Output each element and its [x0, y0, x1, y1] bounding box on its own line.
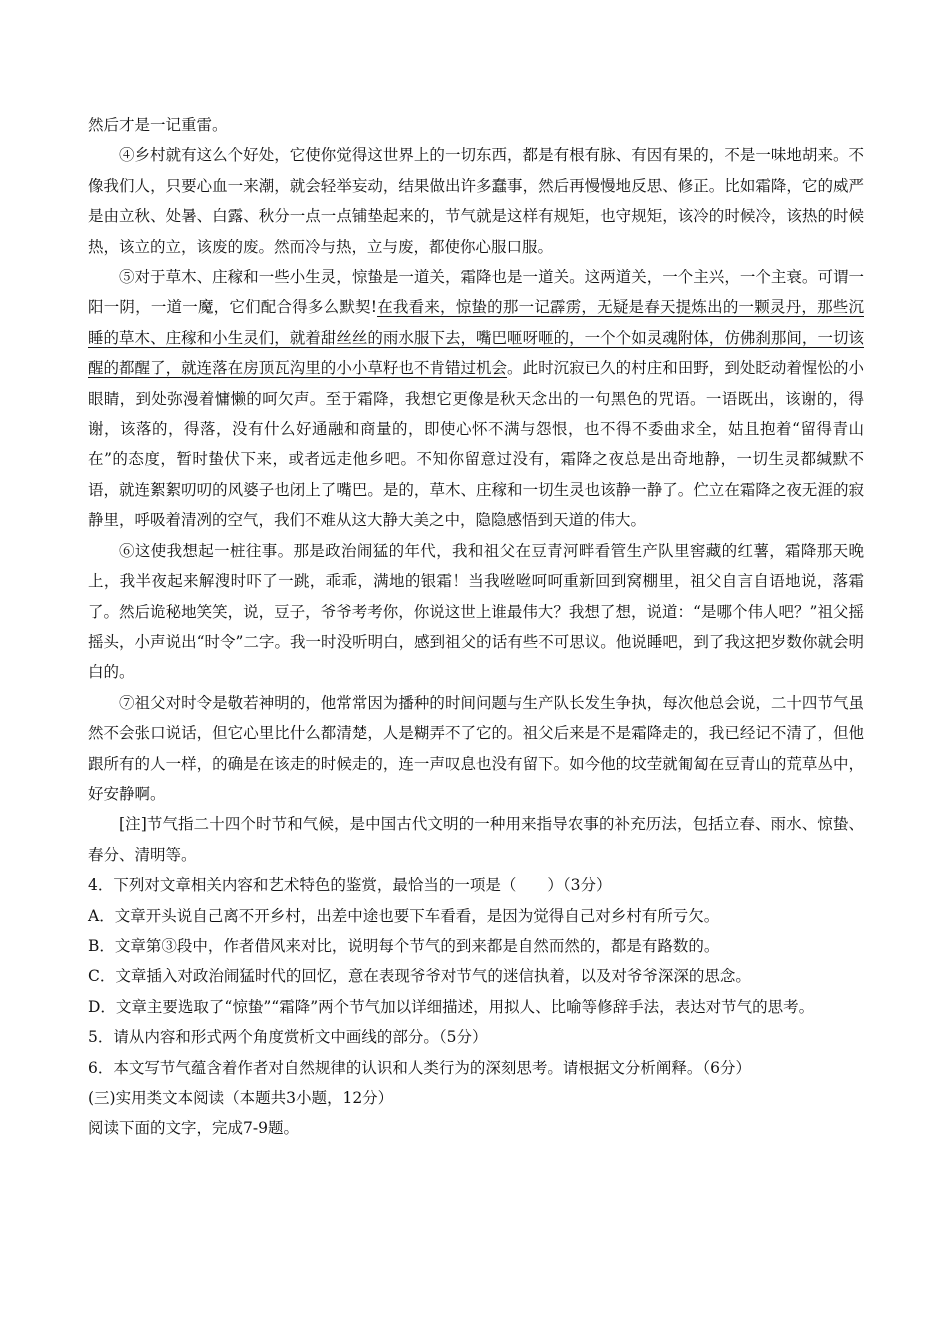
paragraph-6: ⑥这使我想起一桩往事。那是政治闹猛的年代，我和祖父在豆青河畔看管生产队里窖藏的红薯，霜降那天晚上，我半夜起来解溲时吓了一跳，乖乖，满地的银霜！当我咝咝呵呵重新回到窝棚里，祖父自言自语地说，落霜了。然后诡秘地笑笑，说，豆子，爷爷考考你，你说这世上谁最伟大？我想了想，说道：“是哪个伟人吧？”祖父摇摇头，小声说出“时令”二字。我一时没听明白，感到祖父的话有些不可思议。他说睡吧，到了我这把岁数你就会明白的。	[88, 541, 864, 682]
question-4-option-a: A．文章开头说自己离不开乡村，出差中途也要下车看看，是因为觉得自己对乡村有所亏欠。	[88, 906, 720, 925]
footnote: [注]节气指二十四个时节和气候，是中国古代文明的一种用来指导农事的补充历法，包括立春、雨水、惊蛰、春分、清明等。	[88, 815, 864, 864]
document-page	[88, 110, 864, 1144]
question-6: 6．本文写节气蕴含着作者对自然规律的认识和人类行为的深刻思考。请根据文分析阐释。（6分）	[88, 1058, 751, 1077]
paragraph-5-lead: ⑤对于草木、庄稼和一些小生灵，惊蛰是一道关，霜降也是一道关。这两道关，一个主兴，一个主衰。可谓一阳一阴，一道一魔，它们配合得多么默契!	[88, 268, 864, 317]
question-4: 4．下列对文章相关内容和艺术特色的鉴赏，最恰当的一项是（ ）（3分）	[88, 876, 612, 895]
question-4-option-d: D．文章主要选取了“惊蛰”“霜降”两个节气加以详细描述，用拟人、比喻等修辞手法，表达对节气的思考。	[88, 997, 815, 1016]
paragraph-5-rest: 。此时沉寂已久的村庄和田野，到处眨动着惺忪的小眼睛，到处弥漫着慵懒的呵欠声。至于霜降，我想它更像是秋天念出的一句黑色的咒语。一语既出，该谢的，得谢，该落的，得落，没有什么好通融和商量的，即使心怀不满与怨恨，也不得不委曲求全，姑且抱着“留得青山在”的态度，暂时蛰伏下来，或者远走他乡吧。不知你留意过没有，霜降之夜总是出奇地静，一切生灵都缄默不语，就连絮絮叨叨的风婆子也闭上了嘴巴。是的，草木、庄稼和一切生灵也该静一静了。伫立在霜降之夜无涯的寂静里，呼吸着清冽的空气，我们不难从这大静大美之中，隐隐感悟到天道的伟大。	[88, 359, 864, 530]
paragraph-5	[88, 262, 864, 536]
paragraph-continued: 然后才是一记重雷。	[88, 116, 228, 134]
question-4-option-c: C．文章插入对政治闹猛时代的回忆，意在表现爷爷对节气的迷信执着，以及对爷爷深深的思念。	[88, 967, 751, 986]
underlined-passage: 在我看来，惊蛰的那一记霹雳，无疑是春天提炼出的一颗灵丹，那些沉睡的草木、庄稼和小生灵们，就着甜丝丝的雨水服下去，嘴巴咂呀咂的，一个个如灵魂附体，仿佛刹那间，一切该醒的都醒了，就连落在房顶瓦沟里的小小草籽也不肯错过机会	[88, 298, 864, 378]
paragraph-4: ④乡村就有这么个好处，它使你觉得这世界上的一切东西，都是有根有脉、有因有果的，不是一味地胡来。不像我们人，只要心血一来潮，就会轻举妄动，结果做出许多蠢事，然后再慢慢地反思、修正。比如霜降，它的威严是由立秋、处暑、白露、秋分一点一点铺垫起来的，节气就是这样有规矩，也守规矩，该冷的时候冷，该热的时候热，该立的立，该废的废。然而冷与热，立与废，都使你心服口服。	[88, 146, 864, 256]
section-3-instruction: 阅读下面的文字，完成7-9题。	[88, 1119, 299, 1138]
section-3-heading: (三)实用类文本阅读（本题共3小题，12分）	[88, 1089, 394, 1107]
paragraph-7: ⑦祖父对时令是敬若神明的，他常常因为播种的时间问题与生产队长发生争执，每次他总会说，二十四节气虽然不会张口说话，但它心里比什么都清楚，人是糊弄不了它的。祖父后来是不是霜降走的，我已经记不清了，但他跟所有的人一样，的确是在该走的时候走的，连一声叹息也没有留下。如今他的坟茔就匍匐在豆青山的荒草丛中，好安静啊。	[88, 693, 864, 803]
question-5: 5．请从内容和形式两个角度赏析文中画线的部分。（5分）	[88, 1028, 488, 1047]
question-4-option-b: B．文章第③段中，作者借风来对比，说明每个节气的到来都是自然而然的，都是有路数的。	[88, 936, 720, 955]
